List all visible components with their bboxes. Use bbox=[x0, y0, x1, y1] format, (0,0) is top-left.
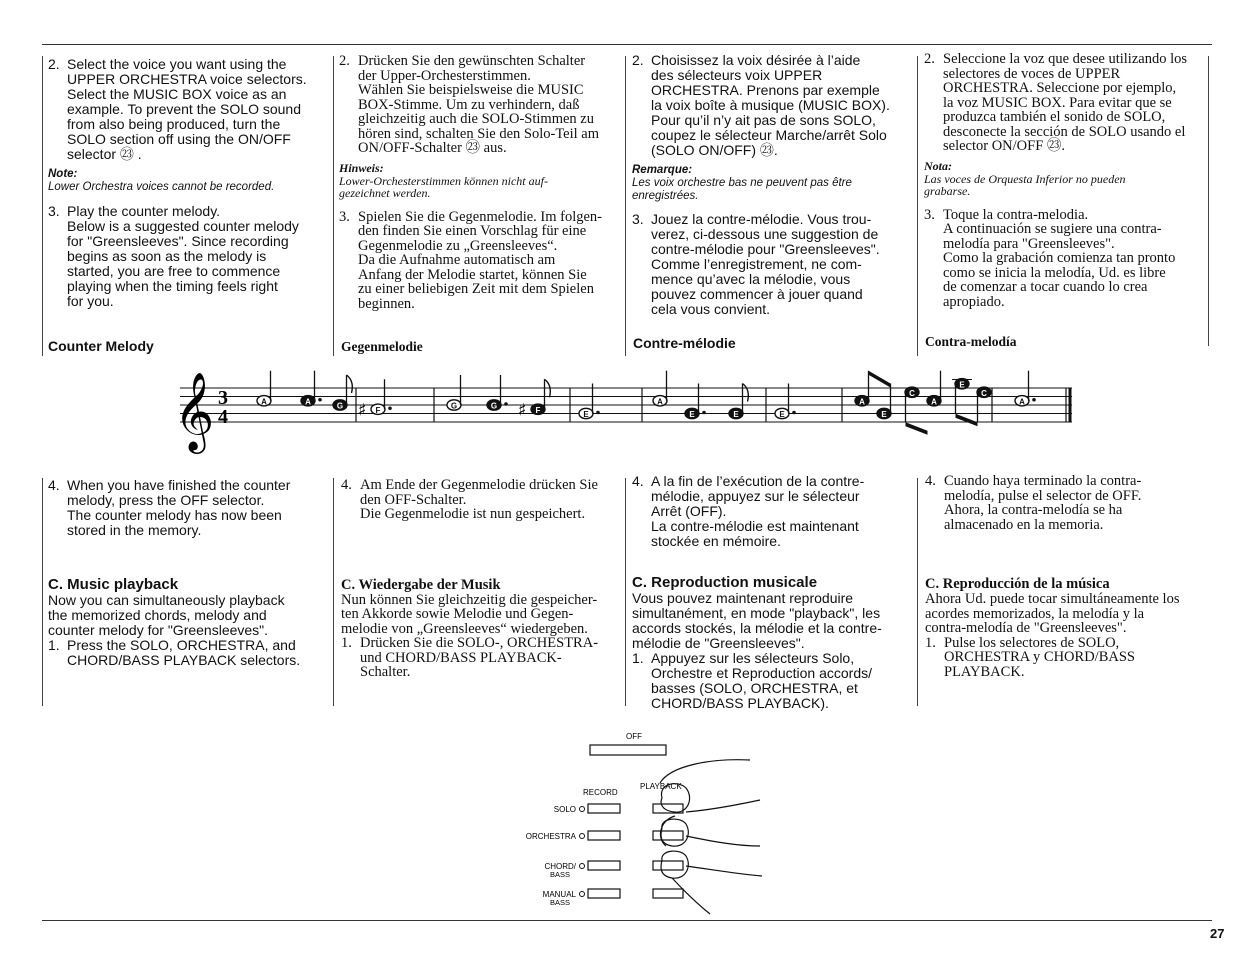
note-label: Remarque: bbox=[632, 164, 693, 176]
step-2: 2. Select the voice you want using the UPPER ORCHESTRA voice selectors. Select the MUSIC BOX voice as an example. To prevent the SOLO sound from also being produced, turn the SOLO section off using the ON/OFF selector ㉓ . bbox=[48, 56, 307, 162]
panel-rows bbox=[526, 804, 683, 907]
top-rule bbox=[42, 44, 1212, 45]
section-title: C. Reproducción de la música bbox=[925, 576, 1110, 592]
sharp-sign: ♯ bbox=[518, 400, 527, 421]
note-text: Lower Orchestra voices cannot be recorded. bbox=[48, 181, 275, 193]
column-divider bbox=[333, 478, 334, 706]
column-french-top bbox=[632, 53, 912, 317]
note-label: E bbox=[583, 410, 589, 419]
counter-melody-score bbox=[172, 368, 1077, 468]
panel-row-lamp bbox=[580, 892, 585, 897]
record-label: RECORD bbox=[583, 788, 618, 797]
step-3: 3. Jouez la contre-mélodie. Vous trou- verez, ci-dessous une suggestion de contre-mélodie pour "Greensleeves". Comme l’enregistrement, ne com- mence qu’avec la mélodie, vous pouvez commencer à jouer quand cela vous convient. bbox=[632, 211, 880, 317]
note-flag bbox=[347, 375, 353, 393]
column-divider bbox=[333, 56, 334, 356]
note-label: Note: bbox=[48, 168, 78, 180]
column-english-top bbox=[48, 57, 323, 309]
note-dot bbox=[1032, 398, 1036, 402]
control-panel-illustration bbox=[510, 728, 780, 918]
note-label: A bbox=[261, 397, 267, 407]
column-german-top bbox=[339, 54, 619, 311]
column-divider bbox=[917, 478, 918, 706]
time-signature-bottom: 4 bbox=[218, 406, 228, 428]
heading-contra-melodia: Contra-melodía bbox=[925, 334, 1017, 349]
step-1: 1. Appuyez sur les sélecteurs Solo, Orchestre et Reproduction accords/ basses (SOLO, ORCHESTRA, et CHORD/BASS PLAYBACK). bbox=[632, 650, 872, 711]
bottom-rule bbox=[42, 920, 1212, 921]
step-3: 3. Spielen Sie die Gegenmelodie. Im folgen- den finden Sie einen Vorschlag für eine Gegenmelodie zu „Greensleeves“. Da die Aufnahme automatisch am Anfang der Melodie startet, können Sie zu einer beliebigen Zeit mit dem Spielen beginnen. bbox=[339, 208, 603, 312]
step-4: 4. Cuando haya terminado la contra- melodía, pulse el selector de OFF. Ahora, la contra-melodía se ha almacenado en la memoria. bbox=[925, 473, 1142, 533]
beam bbox=[869, 371, 891, 388]
treble-clef: 𝄞 bbox=[174, 372, 215, 451]
off-button[interactable] bbox=[590, 745, 666, 755]
note-dot bbox=[792, 411, 796, 415]
note-label: Hinweis: bbox=[339, 160, 384, 175]
step-4: 4. A la fin de l’exécution de la contre- mélodie, appuyez sur le sélecteur Arrêt (OFF). La contre-mélodie est maintenant stockée en mémoire. bbox=[632, 473, 865, 549]
note-label: F bbox=[535, 405, 541, 415]
panel-row-label: CHORD/ bbox=[544, 862, 576, 871]
note-label: C bbox=[981, 388, 987, 398]
panel-row-lamp bbox=[580, 834, 585, 839]
note-label: G bbox=[450, 401, 458, 411]
heading-counter-melody: Counter Melody bbox=[48, 338, 154, 354]
step-3: 3. Toque la contra-melodia. A continuación se sugiere una contra- melodía para "Greensleeves". Como la grabación comienza tan pronto como se inicia la melodía, Ud. es libre de comenzar a tocar cuando lo crea apropiado. bbox=[924, 206, 1176, 310]
playback-button[interactable] bbox=[653, 889, 683, 898]
section-title: C. Wiedergabe der Musik bbox=[341, 576, 501, 593]
note-text: Les voix orchestre bas ne peuvent pas être enregistrées. bbox=[632, 177, 852, 202]
note-label: G bbox=[490, 401, 498, 411]
note-label: E bbox=[689, 410, 695, 419]
note-dot bbox=[318, 398, 322, 402]
step-2: 2. Drücken Sie den gewünschten Schalter der Upper-Orchesterstimmen. Wählen Sie beispielsweise die MUSIC BOX-Stimme. Um zu verhindern, daß gleichzeitig auch die SOLO-Stimmen zu hören sind, schalten Sie den Solo-Teil am ON/OFF-Schalter ㉓ aus. bbox=[339, 53, 600, 156]
column-divider bbox=[625, 478, 626, 706]
section-text: Ahora Ud. puede tocar simultáneamente los acordes memorizados, la melodía y la contra-melodía de "Greensleeves". bbox=[925, 591, 1180, 636]
record-button[interactable] bbox=[588, 889, 620, 898]
note-label: G bbox=[336, 401, 344, 411]
column-divider bbox=[42, 56, 43, 356]
step-1: 1. Drücken Sie die SOLO-, ORCHESTRA- und CHORD/BASS PLAYBACK- Schalter. bbox=[341, 635, 599, 680]
column-spanish-bottom bbox=[925, 474, 1205, 679]
section-text: Vous pouvez maintenant reproduire simultanément, en mode "playback", les accords stockés, la mélodie et la contre- mélodie de "Greensleeves". bbox=[632, 590, 882, 651]
section-text: Nun können Sie gleichzeitig die gespeicher- ten Akkorde sowie Melodie und Gegen- melodie von „Greensleeves“ wiedergeben. bbox=[341, 591, 598, 637]
note-dot bbox=[702, 411, 706, 415]
note-label: F bbox=[375, 405, 381, 415]
panel-row-label: MANUAL bbox=[542, 890, 576, 899]
section-title: C. Music playback bbox=[48, 576, 179, 593]
note-text: Lower-Orchesterstimmen können nicht auf- gezeichnet werden. bbox=[339, 173, 548, 200]
note-label: E bbox=[779, 410, 785, 419]
section-title: C. Reproduction musicale bbox=[632, 574, 818, 591]
playback-button[interactable] bbox=[653, 861, 683, 870]
column-english-bottom bbox=[48, 478, 328, 668]
column-divider bbox=[625, 56, 626, 356]
record-button[interactable] bbox=[588, 861, 620, 870]
time-signature-top: 3 bbox=[218, 387, 228, 409]
note-dot bbox=[388, 406, 392, 410]
column-divider bbox=[1208, 56, 1209, 346]
playback-label: PLAYBACK bbox=[640, 782, 682, 791]
beam bbox=[956, 414, 978, 427]
step-1: 1. Pulse los selectores de SOLO, ORCHESTRA y CHORD/BASS PLAYBACK. bbox=[925, 634, 1135, 680]
step-4: 4. Am Ende der Gegenmelodie drücken Sie den OFF-Schalter. Die Gegenmelodie ist nun gespeichert. bbox=[341, 477, 598, 522]
playback-button[interactable] bbox=[653, 831, 683, 840]
note-label: A bbox=[931, 397, 937, 407]
heading-contre-melodie: Contre-mélodie bbox=[633, 335, 736, 351]
page-number: 27 bbox=[1210, 926, 1225, 941]
note-label: A bbox=[657, 397, 663, 407]
note-text: Las voces de Orquesta Inferior no pueden grabarse. bbox=[924, 171, 1126, 198]
record-button[interactable] bbox=[588, 804, 620, 813]
sharp-sign: ♯ bbox=[358, 400, 367, 421]
panel-row-lamp bbox=[580, 864, 585, 869]
step-4: 4. When you have finished the counter melody, press the OFF selector. The counter melody has now been stored in the memory. bbox=[48, 477, 291, 538]
note-label: C bbox=[909, 388, 915, 398]
note-label: E bbox=[959, 380, 965, 390]
column-french-bottom bbox=[632, 474, 912, 711]
step-2: 2. Seleccione la voz que desee utilizando los selectores de voces de UPPER ORCHESTRA. Seleccione por ejemplo, la voz MUSIC BOX. Para evitar que se produzca también el sonido de SOLO, desconecte la sección de SOLO usando el selector ON/OFF ㉓. bbox=[924, 51, 1187, 154]
column-german-bottom bbox=[341, 478, 621, 680]
panel-row-sublabel: BASS bbox=[549, 870, 571, 879]
section-text: Now you can simultaneously playback the memorized chords, melody and counter melody for "Greensleeves". bbox=[48, 592, 285, 638]
panel-row-sublabel: BASS bbox=[549, 898, 571, 907]
record-button[interactable] bbox=[588, 831, 620, 840]
note-label: A bbox=[305, 397, 311, 407]
column-divider bbox=[42, 478, 43, 706]
note-dot bbox=[504, 402, 508, 406]
beam bbox=[906, 422, 928, 435]
note-label: A bbox=[1019, 397, 1025, 407]
panel-row-label: ORCHESTRA bbox=[525, 832, 576, 841]
column-divider bbox=[917, 56, 918, 356]
heading-gegenmelodie: Gegenmelodie bbox=[341, 339, 423, 354]
note-label: E bbox=[733, 410, 739, 419]
panel-row-lamp bbox=[580, 807, 585, 812]
step-3: 3. Play the counter melody. Below is a suggested counter melody for "Greensleeves". Since recording begins as soon as the melody is started, you are free to commence playing when the timing feels right for you. bbox=[48, 202, 299, 309]
step-1: 1. Press the SOLO, ORCHESTRA, and CHORD/BASS PLAYBACK selectors. bbox=[48, 637, 301, 668]
column-spanish-top bbox=[924, 52, 1204, 309]
step-2: 2. Choisissez la voix désirée à l’aide des sélecteurs voix UPPER ORCHESTRA. Prenons par exemple la voix boîte à musique (MUSIC BOX). Pour qu’il n’y ait pas de sons SOLO, coupez le sélecteur Marche/arrêt Solo (SOLO ON/OFF) ㉓. bbox=[632, 52, 890, 158]
note-label: E bbox=[881, 410, 887, 419]
note-flag bbox=[743, 384, 749, 402]
note-label: Nota: bbox=[924, 158, 952, 173]
note-label: A bbox=[859, 397, 865, 407]
panel-row-label: SOLO bbox=[553, 805, 576, 814]
off-label: OFF bbox=[626, 732, 642, 741]
note-dot bbox=[596, 411, 600, 415]
